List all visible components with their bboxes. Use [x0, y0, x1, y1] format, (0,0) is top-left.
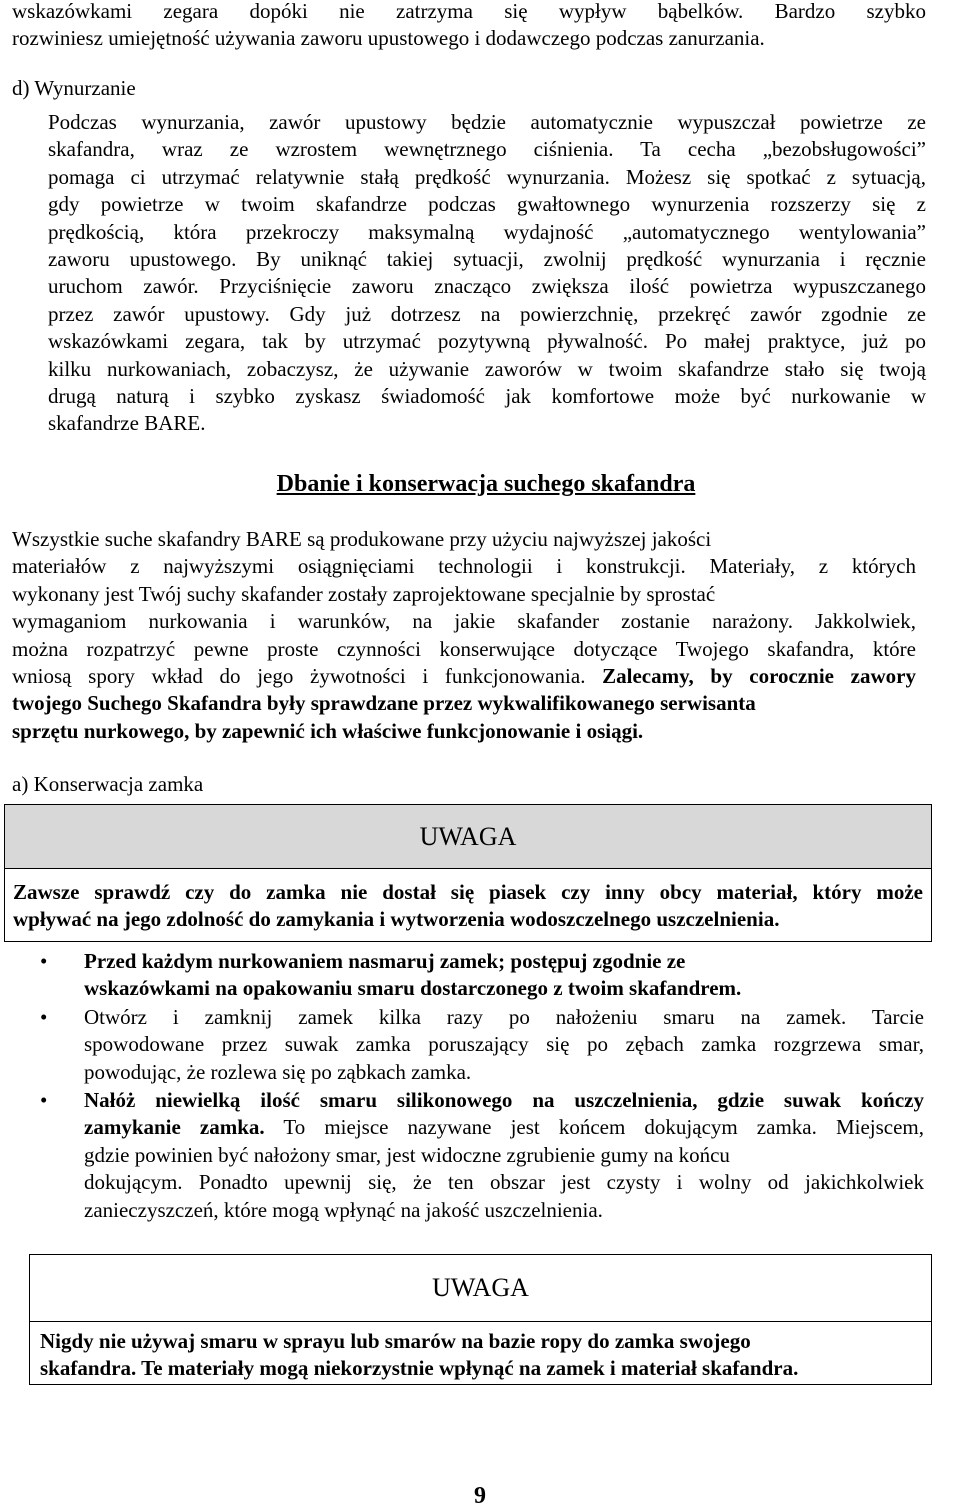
text-line: gdzie powinien być nałożony smar, jest widoczne zgrubienie gumy na końcu	[84, 1142, 730, 1167]
bullet-icon: •	[40, 1088, 48, 1113]
text-line-bold	[12, 718, 916, 745]
care-paragraph	[12, 526, 916, 745]
text-line-bold	[12, 690, 916, 717]
text-line: prędkością, która przekroczy maksymalną wydajność „automatycznego wentylowania”	[48, 219, 926, 244]
text-bold: twojego Suchego Skafandra były sprawdzane przez wykwalifikowanego serwisanta	[12, 691, 756, 716]
section-heading: Dbanie i konserwacja suchego skafandra	[276, 471, 696, 497]
text-line: Podczas wynurzania, zawór upustowy będzie automatycznie wypuszczał powietrze ze	[48, 110, 926, 134]
text-line: Zawsze sprawdź czy do zamka nie dostał się piasek czy inny obcy materiał, który może	[13, 880, 923, 904]
text-line: kilku nurkowaniach, zobaczysz, że używanie zaworów w twoim skafandrze stało się twoją	[48, 356, 926, 381]
top-paragraph	[12, 0, 926, 53]
list-item	[40, 1087, 924, 1224]
page-number: 9	[474, 1483, 486, 1509]
text-line: wskazówkami zegara, tak by utrzymać pozytywną pływalność. Po małej praktyce, już po	[48, 329, 926, 354]
warning-box	[29, 1254, 932, 1385]
text-line: dokującym. Ponadto upewnij się, że ten obszar jest czysty i wolny od jakichkolwiek	[84, 1170, 924, 1195]
text-line: spowodowane przez suwak zamka poruszający się po zębach zamka rozgrzewa smar,	[84, 1032, 924, 1057]
text-line: skafandra, wraz ze wzrostem wewnętrznego ciśnienia. Ta cecha „bezobsługowości”	[48, 137, 926, 162]
text-bold: zamykanie zamka.	[84, 1115, 265, 1140]
section-d-title: d) Wynurzanie	[12, 76, 136, 100]
text-line: skafandrze BARE.	[48, 411, 206, 436]
text-line: Wszystkie suche skafandry BARE są produkowane przy użyciu najwyższej jakości	[12, 527, 712, 551]
text-line	[84, 1114, 924, 1141]
text-line: Przed każdym nurkowaniem nasmaruj zamek; postępuj zgodnie ze	[84, 949, 686, 973]
section-d-paragraph	[48, 109, 926, 438]
text-line: gdy powietrze w twoim skafandrze podczas gwałtownego wynurzenia rozszerzy się z	[48, 192, 926, 217]
text-bold: sprzętu nurkowego, by zapewnić ich właściwe funkcjonowanie i osiągi.	[12, 718, 644, 743]
text-line: powodując, że rozlewa się po ząbkach zamka.	[84, 1059, 472, 1084]
text-line: wykonany jest Twój suchy skafander zostały zaprojektowane specjalnie by sprostać	[12, 581, 716, 606]
text-line: można rozpatrzyć pewne proste czynności konserwujące dotyczące Twojego skafandra, które	[12, 636, 916, 661]
bullet-list	[40, 948, 924, 1225]
text-normal: wniosą spory wkład do jego żywotności i funkcjonowania.	[12, 664, 603, 689]
warning-text	[30, 1322, 931, 1383]
text-line: uruchom zawór. Przyciśnięcie zaworu znacząco zwiększa ilość powietrza wypuszczanego	[48, 274, 926, 299]
text-line: wskazówkami na opakowaniu smaru dostarczonego z twoim skafandrem.	[84, 976, 742, 1001]
warning-heading: UWAGA	[5, 805, 931, 869]
text-line: skafandra. Te materiały mogą niekorzystnie wpłynąć na zamek i materiał skafandra.	[40, 1356, 799, 1381]
text-line: przez zawór upustowy. Gdy już dotrzesz na powierzchnię, przekręć zawór zgodnie ze	[48, 301, 926, 326]
list-item	[40, 948, 924, 1003]
text-line: Nałóż niewielką ilość smaru silikonowego na uszczelnienia, gdzie suwak kończy	[84, 1088, 924, 1113]
text-line: wymaganiom nurkowania i warunków, na jakie skafander zostanie narażony. Jakkolwiek,	[12, 609, 916, 634]
text-line: zanieczyszczeń, które mogą wpłynąć na jakość uszczelnienia.	[84, 1197, 603, 1222]
text-line: Nigdy nie używaj smaru w sprayu lub smarów na bazie ropy do zamka swojego	[40, 1329, 751, 1353]
text-normal: To miejsce nazywane jest końcem dokującym zamka. Miejscem,	[264, 1115, 925, 1140]
list-item	[40, 1004, 924, 1086]
text-line: wpływać na jego zdolność do zamykania i wytworzenia wodoszczelnego uszczelnienia.	[13, 907, 780, 932]
warning-box	[4, 804, 932, 942]
text-bold: Zalecamy, by corocznie zawory	[602, 664, 916, 689]
text-line: drugą naturą i szybko zyskasz świadomość jak komfortowe może być nurkowanie w	[48, 384, 926, 409]
text-line: materiałów z najwyższymi osiągnięciami technologii i konstrukcji. Materiały, z których	[12, 554, 916, 579]
text-line: wskazówkami zegara dopóki nie zatrzyma się wypływ bąbelków. Bardzo szybko	[12, 0, 926, 23]
text-line	[12, 663, 916, 690]
warning-text	[5, 869, 931, 934]
text-line: pomaga ci utrzymać relatywnie stałą prędkość wynurzania. Możesz się spotkać z sytuacją,	[48, 164, 926, 189]
section-a-title: a) Konserwacja zamka	[12, 772, 204, 796]
text-line: rozwiniesz umiejętność używania zaworu upustowego i dodawczego podczas zanurzania.	[12, 26, 765, 51]
text-line: zaworu upustowego. By uniknąć takiej sytuacji, zwolnij prędkość wynurzania i ręcznie	[48, 247, 926, 272]
warning-heading: UWAGA	[30, 1255, 931, 1322]
bullet-icon: •	[40, 1004, 48, 1029]
text-line: Otwórz i zamknij zamek kilka razy po nałożeniu smaru na zamek. Tarcie	[84, 1004, 924, 1029]
bullet-icon: •	[40, 949, 48, 973]
